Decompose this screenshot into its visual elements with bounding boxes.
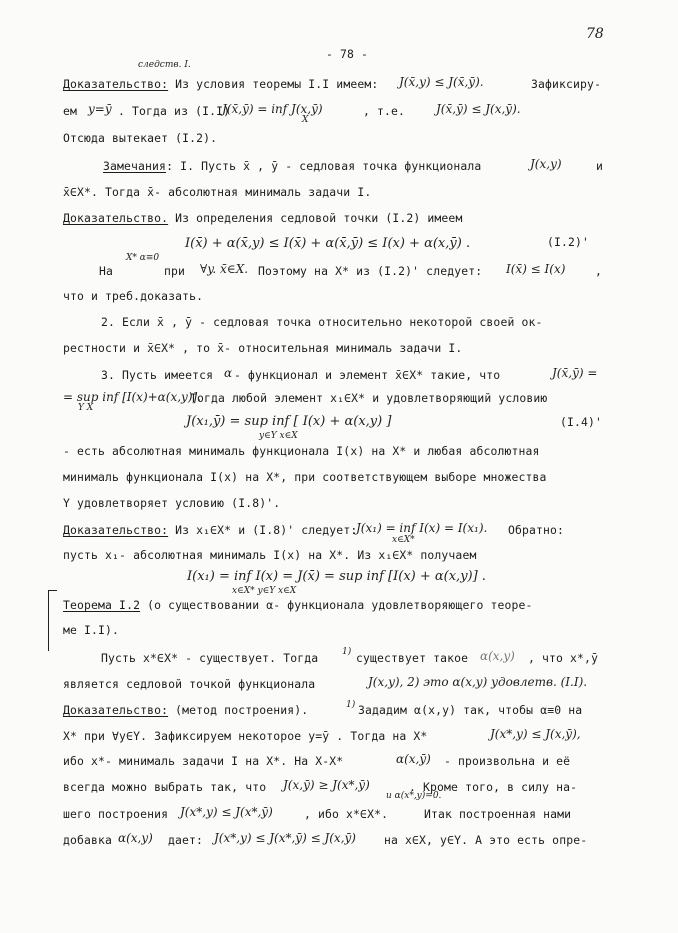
text: . Кроме того, в силу на- <box>409 780 578 794</box>
text: существует такое <box>356 651 469 665</box>
formula: J(x₁) = inf I(x) = I(x₁). <box>356 521 488 535</box>
formula: J(x̄,ȳ) = <box>552 366 598 380</box>
handwritten-insert: J(x,y), 2) это α(x,y) удовлетв. (I.I). <box>368 675 588 689</box>
margin-bracket <box>48 590 57 651</box>
formula: J(x*,y) ≤ J(x*,ȳ) <box>180 805 273 819</box>
text: ибо x*- минималь задачи I на X*. На X-X* <box>63 754 344 768</box>
formula: y=ȳ <box>88 102 112 116</box>
text: На <box>99 264 114 278</box>
formula: α(x,ȳ) <box>396 752 431 766</box>
handwritten-page-number: 78 <box>586 26 604 42</box>
text: Из определения седловой точки (I.2) имеем <box>168 211 463 225</box>
text: добавка <box>63 833 113 847</box>
formula: I(x₁) = inf I(x) = J(x̄) = sup inf [I(x) + α(x,y)] . <box>187 569 486 584</box>
formula-subscript: y∈Y x∈X <box>259 431 298 441</box>
text: - произвольна и её <box>444 754 571 768</box>
text-line: x̄∈X*. Тогда x̄- абсолютная минималь задачи I. <box>63 185 372 199</box>
text: и <box>596 159 604 173</box>
formula: I(x̄) + α(x̄,y) ≤ I(x̄) + α(x̄,ȳ) ≤ I(x) + α(x,ȳ) . <box>185 236 471 251</box>
text: Зададим α(x,y) так, чтобы α≡0 на <box>358 703 583 717</box>
line-18 <box>63 522 357 538</box>
text: , т.е. <box>363 104 406 118</box>
formula: J(x̄,ȳ) = inf J(x,ȳ) <box>222 102 323 116</box>
formula: J(x*,y) ≤ J(x*,ȳ) ≤ J(x,ȳ) <box>214 831 356 845</box>
text: является седловой точкой функционала <box>63 677 316 691</box>
formula: J(x₁,ȳ) = sup inf [ I(x) + α(x,y) ] <box>186 414 392 429</box>
proof-label: Доказательство: <box>63 703 169 717</box>
text-line: что и треб.доказать. <box>63 289 204 303</box>
text: 3. Пусть имеется <box>101 368 214 382</box>
text: дает: <box>168 833 204 847</box>
text-line: пусть x₁- абсолютная минималь I(x) на X*. Из x₁∈X* получаем <box>63 548 477 562</box>
text: при <box>164 264 186 278</box>
remarks-label: Замечания <box>103 159 167 173</box>
text: Пусть x*∈X* - существует. Тогда <box>101 651 319 665</box>
text: Зафиксиру- <box>531 77 602 91</box>
proof-label: Доказательство. <box>63 211 169 225</box>
formula-subscript: Y X <box>78 403 94 413</box>
formula: α(x,y) <box>118 831 153 845</box>
theorem-label: Теорема I.2 <box>63 598 141 612</box>
line-21 <box>63 597 533 613</box>
proof-label: Доказательство: <box>63 523 169 537</box>
text: Тогда любой элемент x₁∈X* и удовлетворяющий условию <box>190 391 548 405</box>
handwritten-insert: 1) <box>342 647 352 657</box>
formula-subscript: x∈X* <box>392 535 415 545</box>
text-line: Y удовлетворяет условию (I.8)'. <box>63 496 281 510</box>
handwritten-insert: 1) <box>346 700 356 710</box>
text: : I. Пусть x̄ , ȳ - седловая точка функционала <box>166 159 482 173</box>
formula: = sup inf [I(x)+α(x,y)]. <box>63 390 202 404</box>
formula: I(x̄) ≤ I(x) <box>506 262 566 276</box>
text: Из условия теоремы I.I имеем: <box>168 77 379 91</box>
text-line: Отсюда вытекает (I.2). <box>63 131 218 145</box>
text: ем <box>63 104 78 118</box>
text-line: 2. Если x̄ , ȳ - седловая точка относительно некоторой своей ок- <box>101 315 543 329</box>
formula: J(x,y) <box>530 157 562 171</box>
formula: J(x*,y) ≤ J(x,ȳ), <box>490 727 581 741</box>
text: Итак построенная нами <box>424 807 572 821</box>
text-line: минималь функционала I(x) на X*, при соответствующем выборе множества <box>63 470 547 484</box>
margin-note: следств. I. <box>138 60 191 70</box>
text: - функционал и элемент x̄∈X* такие, что <box>234 368 501 382</box>
text: (о существовании α- функционала удовлетворяющего теоре- <box>140 598 533 612</box>
formula: J(x,ȳ) ≥ J(x*,ȳ) <box>283 778 370 792</box>
handwritten-insert: X* α≡0 <box>126 253 160 263</box>
formula: J(x̄,ȳ) ≤ J(x,ȳ). <box>436 102 521 116</box>
text: всегда можно выбрать так, что <box>63 780 267 794</box>
equation-number: (I.4)' <box>560 415 603 429</box>
line-4 <box>103 158 481 174</box>
text: Из x₁∈X* и (I.8)' следует: <box>168 523 358 537</box>
line-25 <box>63 702 308 718</box>
text: . Тогда из (I.I) <box>118 104 231 118</box>
text: Обратно: <box>508 523 565 537</box>
text-line: ме I.I). <box>63 623 120 637</box>
text: , что x*,ȳ <box>528 651 599 665</box>
text: , <box>595 264 603 278</box>
text: , ибо x*∈X*. <box>304 807 389 821</box>
text-line: - есть абсолютная минималь функционала I(x) на X* и любая абсолютная <box>63 444 540 458</box>
formula: α(x,y) <box>480 649 515 663</box>
handwritten-insert: α <box>224 366 233 380</box>
text: Поэтому на X* из (I.2)' следует: <box>258 264 483 278</box>
equation-number: (I.2)' <box>547 235 590 249</box>
text: X* при ∀y∈Y. Зафиксируем некоторое y=ȳ . Тогда на X* <box>63 729 428 743</box>
formula-subscript: X <box>302 115 309 125</box>
typed-page-number: - 78 - <box>326 47 369 61</box>
text-line: рестности и x̄∈X* , то x̄- относительная минималь задачи I. <box>63 341 463 355</box>
line-1 <box>63 76 378 92</box>
text: шего построения <box>63 807 169 821</box>
formula-subscript: x∈X* y∈Y x∈X <box>232 586 297 596</box>
handwritten-insert: ∀y. x̄∈X. <box>200 262 249 276</box>
formula: J(x̄,y) ≤ J(x̄,ȳ). <box>399 75 484 89</box>
text: на x∈X, y∈Y. А это есть опре- <box>384 833 588 847</box>
text: (метод построения). <box>168 703 309 717</box>
handwritten-insert: и α(x*,y)=0. <box>386 791 442 801</box>
line-6 <box>63 210 462 226</box>
proof-label: Доказательство: <box>63 77 169 91</box>
